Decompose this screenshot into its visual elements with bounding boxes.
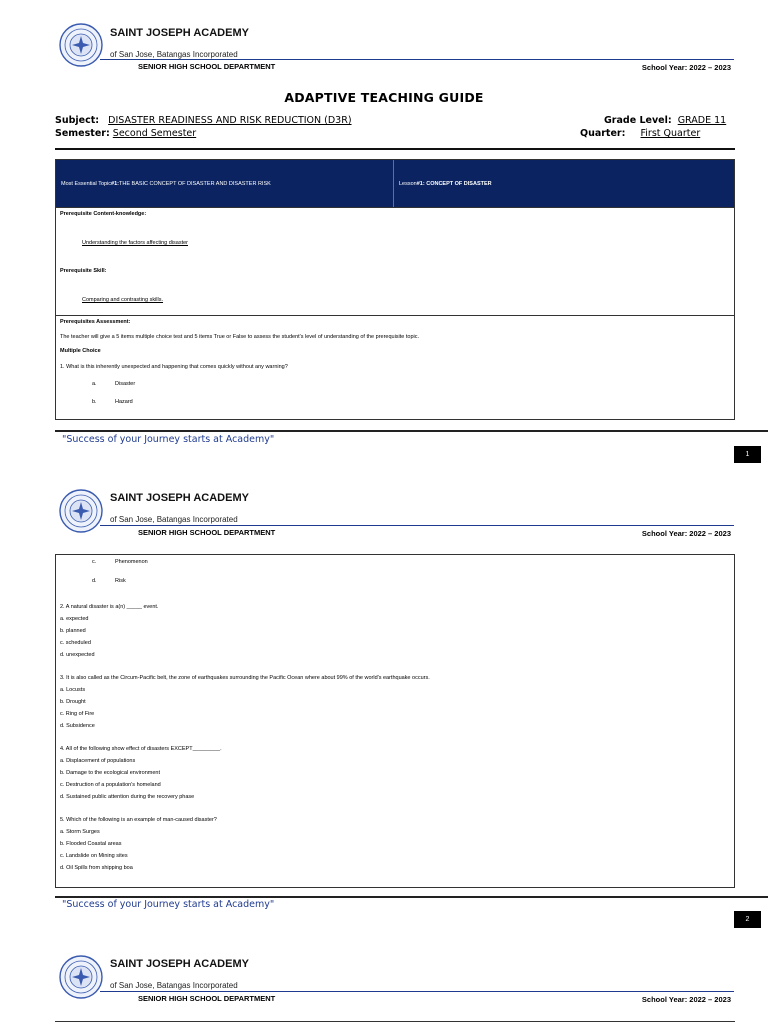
- multiple-choice-label: Multiple Choice: [60, 348, 101, 354]
- school-year: School Year: 2022 – 2023: [641, 529, 731, 538]
- school-year: School Year: 2022 – 2023: [641, 63, 731, 72]
- department-label: SENIOR HIGH SCHOOL DEPARTMENT: [138, 994, 276, 1003]
- school-location: of San Jose, Batangas Incorporated: [110, 50, 238, 59]
- q3-option: a. Locusts: [60, 687, 86, 693]
- school-name: SAINT JOSEPH ACADEMY: [110, 958, 249, 970]
- q3-option: d. Subsidence: [60, 723, 95, 729]
- school-year: School Year: 2022 – 2023: [641, 995, 731, 1004]
- q2-option: c. scheduled: [60, 640, 91, 646]
- quarter-value: First Quarter: [640, 128, 701, 139]
- footer-rule: [55, 896, 768, 898]
- question-1: 1. What is this inherently unexpected and happening that comes quickly without any warning?: [60, 364, 288, 370]
- school-name: SAINT JOSEPH ACADEMY: [110, 492, 249, 504]
- school-location: of San Jose, Batangas Incorporated: [110, 515, 238, 524]
- q1-option-text: Disaster: [115, 381, 136, 387]
- q1-option-letter: d.: [92, 578, 97, 584]
- semester-value: Second Semester: [112, 128, 197, 139]
- q3-option: c. Ring of Fire: [60, 711, 95, 717]
- q3-option: b. Drought: [60, 699, 86, 705]
- q4-option: c. Destruction of a population's homeland: [60, 782, 161, 788]
- question-4: 4. All of the following show effect of disasters EXCEPT_________.: [60, 746, 222, 752]
- assessment-text: The teacher will give a 5 items multiple choice test and 5 items True or False to assess the student's level of understanding of the prerequisite topic.: [60, 334, 420, 340]
- footer-motto: "Success of your Journey starts at Academy": [62, 434, 275, 445]
- frame-top-edge: [55, 1021, 735, 1022]
- school-location: of San Jose, Batangas Incorporated: [110, 981, 238, 990]
- question-3: 3. It is also called as the Circum-Pacific belt, the zone of earthquakes surrounding the Pacific Ocean where about 99% of the world's earthquake occurs.: [60, 675, 430, 681]
- quarter-label: Quarter:: [580, 128, 626, 139]
- q2-option: a. expected: [60, 616, 89, 622]
- q2-option: d. unexpected: [60, 652, 95, 658]
- grade-value: GRADE 11: [677, 115, 727, 126]
- q1-option-letter: b.: [92, 399, 97, 405]
- lesson-cell: Lesson #1: CONCEPT OF DISASTER: [399, 180, 492, 187]
- semester-label: Semester:: [55, 128, 110, 139]
- prereq-skill-label: Prerequisite Skill:: [60, 268, 107, 274]
- semester-line: [55, 128, 196, 139]
- q1-option-text: Risk: [115, 578, 126, 584]
- section-rule: [55, 315, 735, 316]
- school-seal-icon: [58, 954, 104, 1000]
- q1-option-letter: a.: [92, 381, 97, 387]
- q5-option: a. Storm Surges: [60, 829, 100, 835]
- document-title: ADAPTIVE TEACHING GUIDE: [284, 90, 484, 105]
- department-label: SENIOR HIGH SCHOOL DEPARTMENT: [138, 528, 276, 537]
- question-2: 2. A natural disaster is a(n) _____ event.: [60, 604, 159, 610]
- page-number: 1: [734, 446, 761, 463]
- prereq-skill-value: Comparing and contrasting skills.: [82, 297, 164, 303]
- subject-label: Subject:: [55, 115, 100, 126]
- header-rule: [100, 525, 734, 526]
- question-5: 5. Which of the following is an example of man-caused disaster?: [60, 817, 217, 823]
- topic-banner: [56, 160, 734, 207]
- page-number: 2: [734, 911, 761, 928]
- header-rule: [100, 991, 734, 992]
- school-name: SAINT JOSEPH ACADEMY: [110, 27, 249, 39]
- q1-option-letter: c.: [92, 559, 97, 565]
- grade-label: Grade Level:: [604, 115, 672, 126]
- subject-value: DISASTER READINESS AND RISK REDUCTION (D3R): [108, 115, 352, 126]
- footer-rule: [55, 430, 768, 432]
- q1-option-text: Hazard: [115, 399, 133, 405]
- school-seal-icon: [58, 22, 104, 68]
- banner-rule: [55, 207, 735, 208]
- q4-option: d. Sustained public attention during the recovery phase: [60, 794, 195, 800]
- q5-option: d. Oil Spills from shipping boa: [60, 865, 133, 871]
- q5-option: c. Landslide on Mining sites: [60, 853, 128, 859]
- school-seal-icon: [58, 488, 104, 534]
- grade-line: [604, 115, 726, 126]
- department-label: SENIOR HIGH SCHOOL DEPARTMENT: [138, 62, 276, 71]
- q4-option: a. Displacement of populations: [60, 758, 136, 764]
- title-rule: [55, 148, 735, 150]
- quarter-line: [580, 128, 700, 139]
- q4-option: b. Damage to the ecological environment: [60, 770, 160, 776]
- q1-option-text: Phenomenon: [115, 559, 148, 565]
- prereq-content-label: Prerequisite Content-knowledge:: [60, 211, 147, 217]
- header-rule: [100, 59, 734, 60]
- q2-option: b. planned: [60, 628, 86, 634]
- topic-cell: Most Essential Topic #1: THE BASIC CONCEPT OF DISASTER AND DISASTER RISK: [56, 160, 394, 207]
- subject-line: [55, 115, 352, 126]
- footer-motto: "Success of your Journey starts at Academy": [62, 899, 275, 910]
- assessment-label: Prerequisites Assessment:: [60, 319, 131, 325]
- prereq-content-value: Understanding the factors affecting disaster: [82, 240, 188, 246]
- q5-option: b. Flooded Coastal areas: [60, 841, 122, 847]
